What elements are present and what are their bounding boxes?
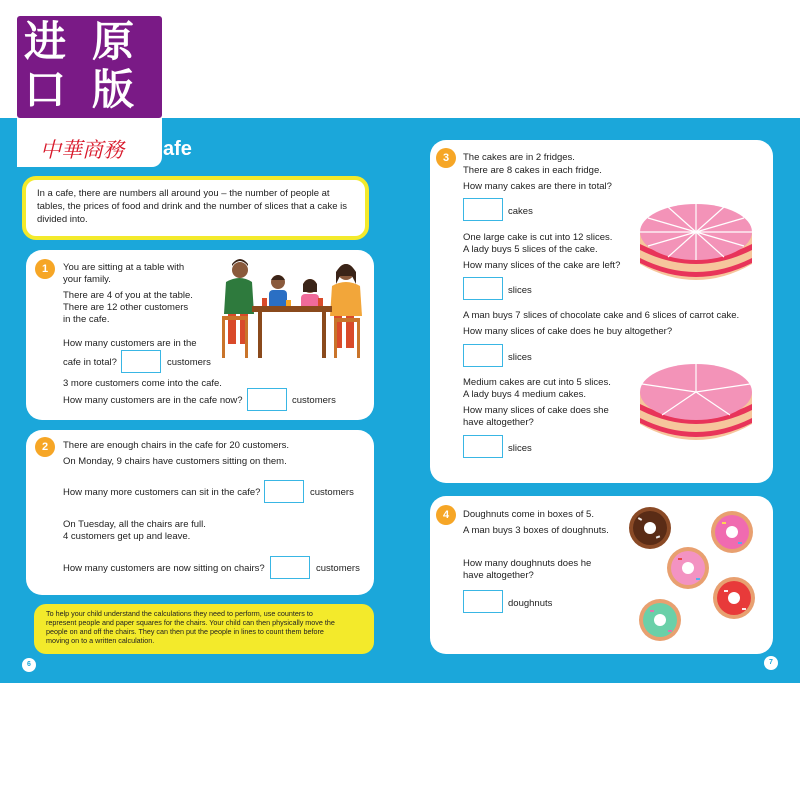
question-1-number: 1 xyxy=(35,259,55,279)
q2-line-1: There are enough chairs in the cafe for 20 customers. xyxy=(63,440,290,451)
q3-line-7: A man buys 7 slices of chocolate cake and 6 slices of carrot cake. xyxy=(463,310,740,321)
q3-line-4: One large cake is cut into 12 slices. xyxy=(463,232,613,243)
q1-line-2: your family. xyxy=(63,274,111,285)
intro-line-3: divided into. xyxy=(37,214,88,225)
q3-line-3: How many cakes are there in total? xyxy=(463,181,612,192)
q3-line-9: Medium cakes are cut into 5 slices. xyxy=(463,377,611,388)
q3-line-11: How many slices of cake does she xyxy=(463,405,609,416)
q1-line-4: There are 12 other customers xyxy=(63,302,189,313)
publisher-name: 中華商務 xyxy=(40,138,124,162)
q4-line-4: have altogether? xyxy=(463,570,534,581)
medium-cake-illustration xyxy=(636,360,756,456)
q1-line-3: There are 4 of you at the table. xyxy=(63,290,193,301)
badge-char-4: 版 xyxy=(92,65,135,114)
q3-answer-box-2[interactable] xyxy=(463,277,503,300)
q2-answer-box-1[interactable] xyxy=(264,480,304,503)
large-cake-illustration xyxy=(636,200,756,296)
question-3-number: 3 xyxy=(436,148,456,168)
q2-unit-1: customers xyxy=(310,487,354,498)
q1-line-8: 3 more customers come into the cafe. xyxy=(63,378,222,389)
q1-line-6: How many customers are in the xyxy=(63,338,197,349)
tip-line-3: people on and off the chairs. They can then put the people in lines to count them before xyxy=(46,627,324,636)
q1-answer-box-2[interactable] xyxy=(247,388,287,411)
q3-unit-4: slices xyxy=(508,443,532,454)
q1-line-9: How many customers are in the cafe now? xyxy=(63,395,243,406)
page-number-left: 6 xyxy=(22,658,36,672)
page-title: afe xyxy=(163,138,192,160)
q3-line-12: have altogether? xyxy=(463,417,534,428)
q4-unit-1: doughnuts xyxy=(508,598,553,609)
q2-line-6: How many customers are now sitting on chairs? xyxy=(63,563,265,574)
import-edition-badge xyxy=(0,0,208,167)
q2-answer-box-2[interactable] xyxy=(270,556,310,579)
q3-answer-box-3[interactable] xyxy=(463,344,503,367)
q3-line-1: The cakes are in 2 fridges. xyxy=(463,152,575,163)
q3-line-10: A lady buys 4 medium cakes. xyxy=(463,389,587,400)
q1-answer-box-1[interactable] xyxy=(121,350,161,373)
tip-line-4: moving on to a written calculation. xyxy=(46,636,155,645)
q4-line-3: How many doughnuts does he xyxy=(463,558,592,569)
q2-line-4: On Tuesday, all the chairs are full. xyxy=(63,519,206,530)
q4-answer-box-1[interactable] xyxy=(463,590,503,613)
question-2-number: 2 xyxy=(35,437,55,457)
badge-char-2: 原 xyxy=(92,17,135,66)
q3-line-2: There are 8 cakes in each fridge. xyxy=(463,165,602,176)
tip-line-2: represent people and paper squares for the chairs. Your child can then physically move the xyxy=(46,618,335,627)
badge-char-1: 进 xyxy=(24,17,67,66)
q3-unit-3: slices xyxy=(508,352,532,363)
q2-line-3: How many more customers can sit in the cafe? xyxy=(63,487,261,498)
intro-line-1: In a cafe, there are numbers all around you – the number of people at xyxy=(37,188,330,199)
page-number-right: 7 xyxy=(764,656,778,670)
q1-line-7: cafe in total? xyxy=(63,357,117,368)
q4-line-1: Doughnuts come in boxes of 5. xyxy=(463,509,594,520)
q3-line-8: How many slices of cake does he buy altogether? xyxy=(463,326,673,337)
question-4-number: 4 xyxy=(436,505,456,525)
tip-line-1: To help your child understand the calculations they need to perform, use counters to xyxy=(46,609,313,618)
q1-line-1: You are sitting at a table with xyxy=(63,262,185,273)
q3-unit-1: cakes xyxy=(508,206,533,217)
intro-line-2: tables, the prices of food and drink and the number of slices that a cake is xyxy=(37,201,347,212)
q1-unit-2: customers xyxy=(292,395,336,406)
q2-line-5: 4 customers get up and leave. xyxy=(63,531,191,542)
q3-answer-box-4[interactable] xyxy=(463,435,503,458)
doughnuts-illustration xyxy=(626,504,762,646)
q4-line-2: A man buys 3 boxes of doughnuts. xyxy=(463,525,609,536)
q2-line-2: On Monday, 9 chairs have customers sitting on them. xyxy=(63,456,287,467)
q1-unit-1: customers xyxy=(167,357,211,368)
q3-answer-box-1[interactable] xyxy=(463,198,503,221)
publisher-tab xyxy=(120,118,162,167)
q1-line-5: in the cafe. xyxy=(63,314,110,325)
q3-unit-2: slices xyxy=(508,285,532,296)
q3-line-5: A lady buys 5 slices of the cake. xyxy=(463,244,598,255)
family-at-table-illustration xyxy=(218,256,364,360)
q2-unit-2: customers xyxy=(316,563,360,574)
q3-line-6: How many slices of the cake are left? xyxy=(463,260,621,271)
badge-char-3: 口 xyxy=(24,65,67,114)
